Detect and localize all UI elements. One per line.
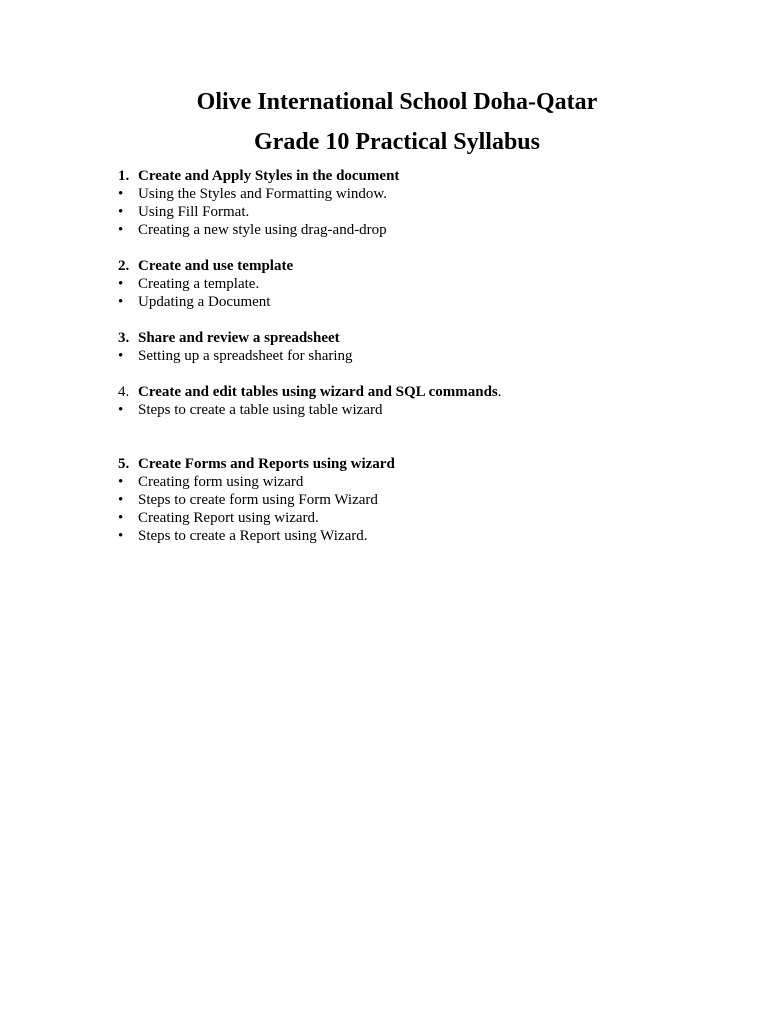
item-text: Creating a template. xyxy=(138,276,260,292)
item-text: Steps to create a Report using Wizard. xyxy=(138,528,368,544)
item-text: Using Fill Format. xyxy=(138,204,250,220)
section-number: 4. xyxy=(118,384,130,400)
bullet-icon: • xyxy=(118,348,124,364)
list-item xyxy=(118,293,718,311)
item-text: Creating Report using wizard. xyxy=(138,510,319,526)
bullet-icon: • xyxy=(118,510,124,526)
list-item xyxy=(118,473,718,491)
section-number: 5. xyxy=(118,456,130,472)
section-heading-trailing: . xyxy=(497,384,502,400)
section-heading-text: Create and use template xyxy=(138,258,294,274)
section-heading xyxy=(118,257,718,275)
list-item xyxy=(118,347,718,365)
item-text: Creating a new style using drag-and-drop xyxy=(138,222,387,238)
section-number: 2. xyxy=(118,258,130,274)
item-text: Using the Styles and Formatting window. xyxy=(138,186,388,202)
bullet-icon: • xyxy=(118,492,124,508)
bullet-icon: • xyxy=(118,204,124,220)
syllabus-title: Grade 10 Practical Syllabus xyxy=(254,129,540,155)
item-text: Setting up a spreadsheet for sharing xyxy=(138,348,353,364)
section-heading xyxy=(118,383,718,401)
section-heading-text: Create and edit tables using wizard and SQL commands xyxy=(138,384,498,400)
section-3 xyxy=(118,329,718,365)
section-heading xyxy=(118,167,718,185)
list-item xyxy=(118,527,718,545)
bullet-icon: • xyxy=(118,474,124,490)
section-items xyxy=(118,275,718,311)
section-items xyxy=(118,473,718,545)
section-2 xyxy=(118,257,718,311)
section-heading xyxy=(118,455,718,473)
item-text: Steps to create form using Form Wizard xyxy=(138,492,378,508)
section-heading-text: Share and review a spreadsheet xyxy=(138,330,340,346)
bullet-icon: • xyxy=(118,402,124,418)
bullet-icon: • xyxy=(118,528,124,544)
item-text: Creating form using wizard xyxy=(138,474,304,490)
list-item xyxy=(118,275,718,293)
item-text: Updating a Document xyxy=(138,294,271,310)
section-5 xyxy=(118,455,718,545)
bullet-icon: • xyxy=(118,294,124,310)
list-item xyxy=(118,185,718,203)
section-heading-text: Create and Apply Styles in the document xyxy=(138,168,400,184)
section-items xyxy=(118,347,718,365)
item-text: Steps to create a table using table wizard xyxy=(138,402,383,418)
section-items xyxy=(118,185,718,239)
list-item xyxy=(118,203,718,221)
bullet-icon: • xyxy=(118,222,124,238)
school-title: Olive International School Doha-Qatar xyxy=(196,89,598,115)
bullet-icon: • xyxy=(118,186,124,202)
section-4 xyxy=(118,383,718,419)
section-number: 1. xyxy=(118,168,130,184)
bullet-icon: • xyxy=(118,276,124,292)
section-heading xyxy=(118,329,718,347)
section-1 xyxy=(118,167,718,239)
section-heading-text: Create Forms and Reports using wizard xyxy=(138,456,395,472)
section-items xyxy=(118,401,718,419)
list-item xyxy=(118,491,718,509)
list-item xyxy=(118,401,718,419)
list-item xyxy=(118,221,718,239)
section-number: 3. xyxy=(118,330,130,346)
syllabus-sections xyxy=(118,167,718,545)
list-item xyxy=(118,509,718,527)
